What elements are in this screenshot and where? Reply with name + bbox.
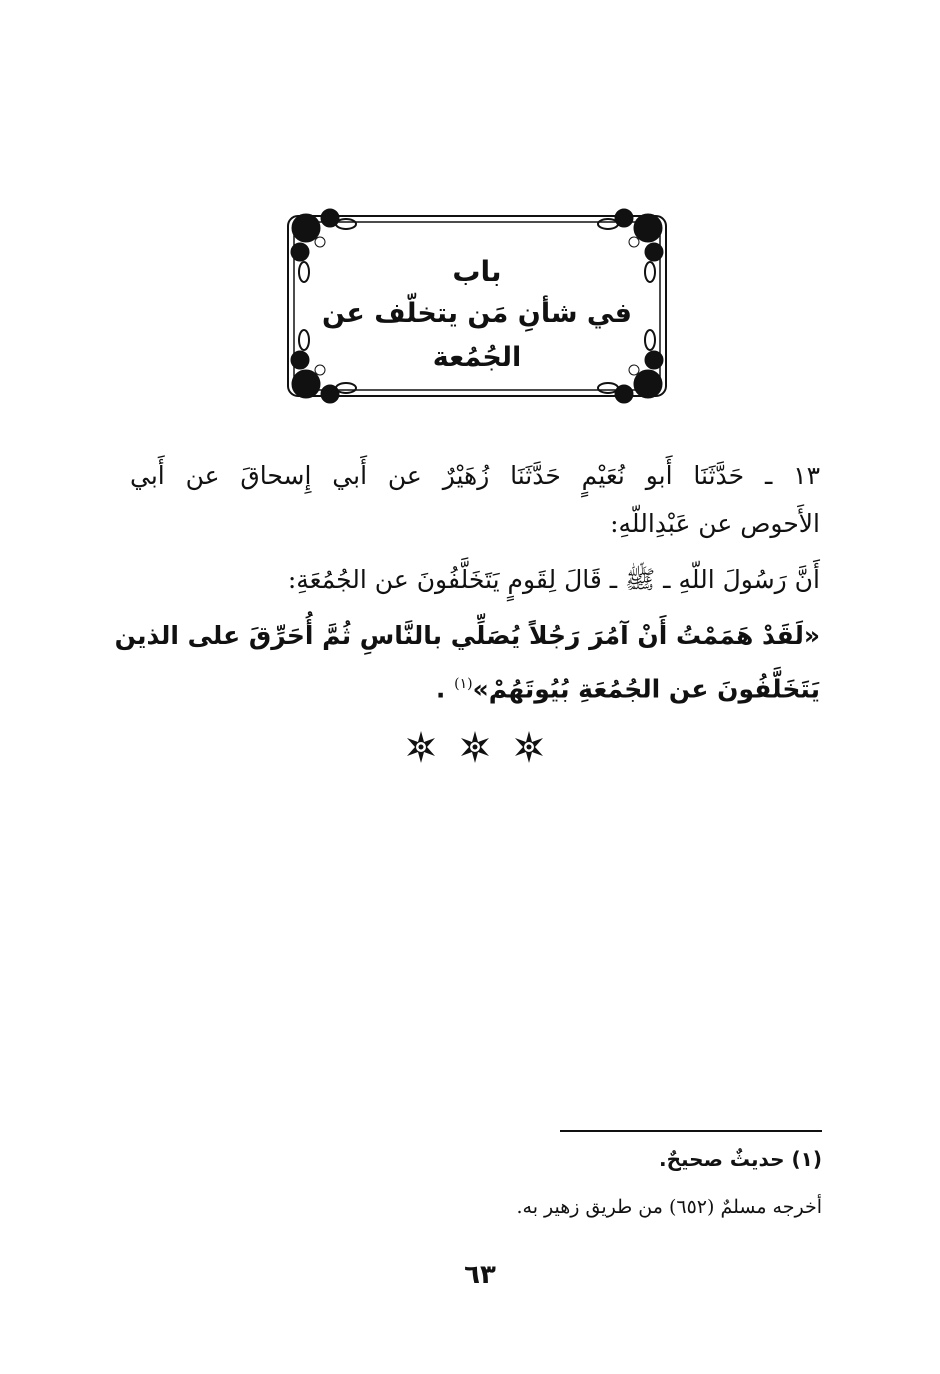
flower-star-icon <box>512 730 546 764</box>
hadith-intro <box>130 556 820 604</box>
footnote-1-detail: أخرجه مسلمٌ (٦٥٢) من طريق زهير به. <box>516 1196 822 1218</box>
flower-star-icon <box>458 730 492 764</box>
chapter-label: باب <box>452 255 502 288</box>
chapter-header-frame <box>278 196 676 414</box>
page-number: ٦٣ <box>464 1260 496 1290</box>
hadith-saying <box>114 612 820 713</box>
section-separator <box>404 730 546 764</box>
saying-line-2: يَتَخَلَّفُونَ عن الجُمُعَةِ بُيُوتَهُمْ» <box>472 674 820 704</box>
saying-line-1: «لَقَدْ هَمَمْتُ أَنْ آمُرَ رَجُلاً يُصَلِّي بالنَّاسِ ثُمَّ أُحَرِّقَ على الذين <box>114 621 820 650</box>
end-mark: . <box>435 674 446 704</box>
chapter-title: في شأنِ مَن يتخلّف عن الجُمُعة <box>322 298 632 373</box>
footnote-ref: (١) <box>454 676 473 692</box>
hadith-line-2: الأَحوص عن عَبْدِاللّهِ: <box>610 509 820 538</box>
footnote-1: (١) حديثٌ صحيحٌ. <box>659 1147 822 1171</box>
hadith-chain <box>130 452 820 548</box>
footnote-divider <box>560 1130 822 1132</box>
hadith-line-1: ١٣ ـ حَدَّثَنَا أَبو نُعَيْمٍ حَدَّثَنَا زُهَيْرٌ عن أَبي إِسحاقَ عن أَبي <box>130 461 820 490</box>
saying-line-2-wrap <box>130 660 820 713</box>
flower-star-icon <box>404 730 438 764</box>
hadith-line-3: أَنَّ رَسُولَ اللّهِ ـ ﷺ ـ قَالَ لِقَومٍ يَتَخَلَّفُونَ عن الجُمُعَةِ: <box>287 565 820 594</box>
